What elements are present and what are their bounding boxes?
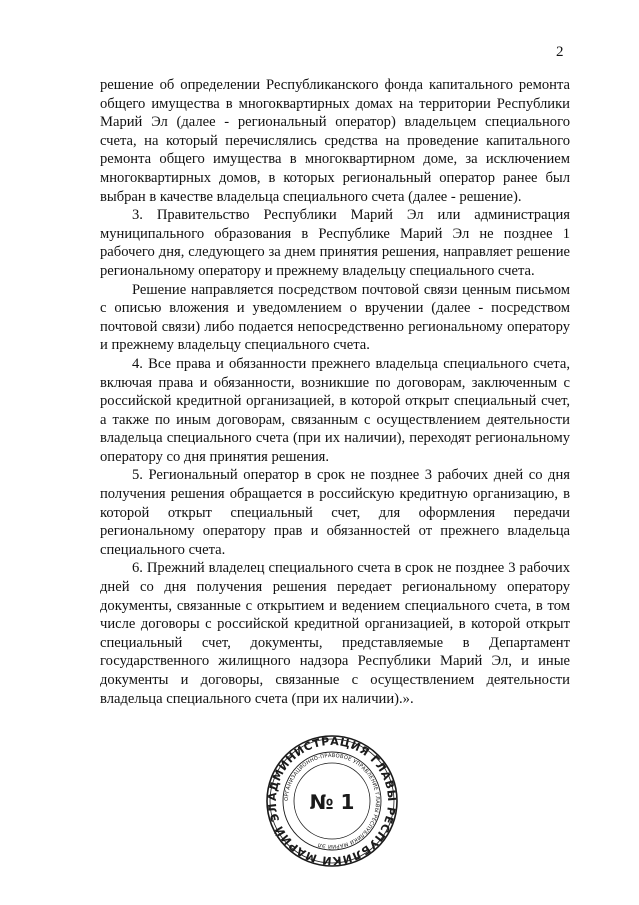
paragraph-3: Решение направляется посредством почтовой связи ценным письмом с описью вложения и уведомлением о вручении (далее - посредством почтовой связи) либо подается непосредственно региональному оператору и прежнему владельцу специального счета. xyxy=(100,281,570,354)
paragraph-2: 3. Правительство Республики Марий Эл или администрация муниципального образования в Республике Марий Эл не позднее 1 рабочего дня, следующего за днем принятия решения, направляет решение региональному оператору и прежнему владельцу специального счета. xyxy=(100,207,570,279)
seal-outer-text: АДМИНИСТРАЦИЯ ГЛАВЫ РЕСПУБЛИКИ МАРИЙ ЭЛ xyxy=(265,734,399,868)
official-seal xyxy=(265,734,399,868)
paragraph-1: решение об определении Республиканского фонда капитального ремонта общего имущества в многоквартирных домах на территории Республики Марий Эл (далее - региональный оператор) владельцем специального счета, на который перечислялись средства на проведение капитального ремонта общего имущества в многоквартирном доме, за исключением многоквартирных домов, в которых региональный оператор ранее был выбран в качестве владельца специального счета (далее - решение). xyxy=(100,77,570,205)
paragraph-5: 5. Региональный оператор в срок не позднее 3 рабочих дней со дня получения решения обращается в российскую кредитную организацию, в которой открыт специальный счет, для оформления передачи региональному оператору прав и обязанностей от прежнего владельца специального счета. xyxy=(100,467,570,558)
seal-number: № 1 xyxy=(309,790,355,814)
page-number: 2 xyxy=(556,44,564,60)
seal-inner-text: ОРГАНИЗАЦИОННО-ПРАВОВОЕ УПРАВЛЕНИЕ ГЛАВЫ РЕСПУБЛИКИ МАРИЙ ЭЛ xyxy=(283,752,381,850)
document-body xyxy=(100,76,570,708)
paragraph-4: 4. Все права и обязанности прежнего владельца специального счета, включая права и обязанности, возникшие по договорам, заключенным с российской кредитной организацией, в которой открыт специальный счет, а также по иным договорам, связанным с осуществлением деятельности владельца специального счета (при их наличии), переходят региональному оператору со дня принятия решения. xyxy=(100,355,570,465)
paragraph-6: 6. Прежний владелец специального счета в срок не позднее 3 рабочих дней со дня получения решения передает региональному оператору документы, связанные с открытием и ведением специального счета, в том числе договоры с российской кредитной организацией, в которой открыт специальный счет, документы, представляемые в Департамент государственного жилищного надзора Республики Марий Эл, и иные документы и договоры, связанные с осуществлением деятельности владельца специального счета (при их наличии).». xyxy=(100,560,570,707)
